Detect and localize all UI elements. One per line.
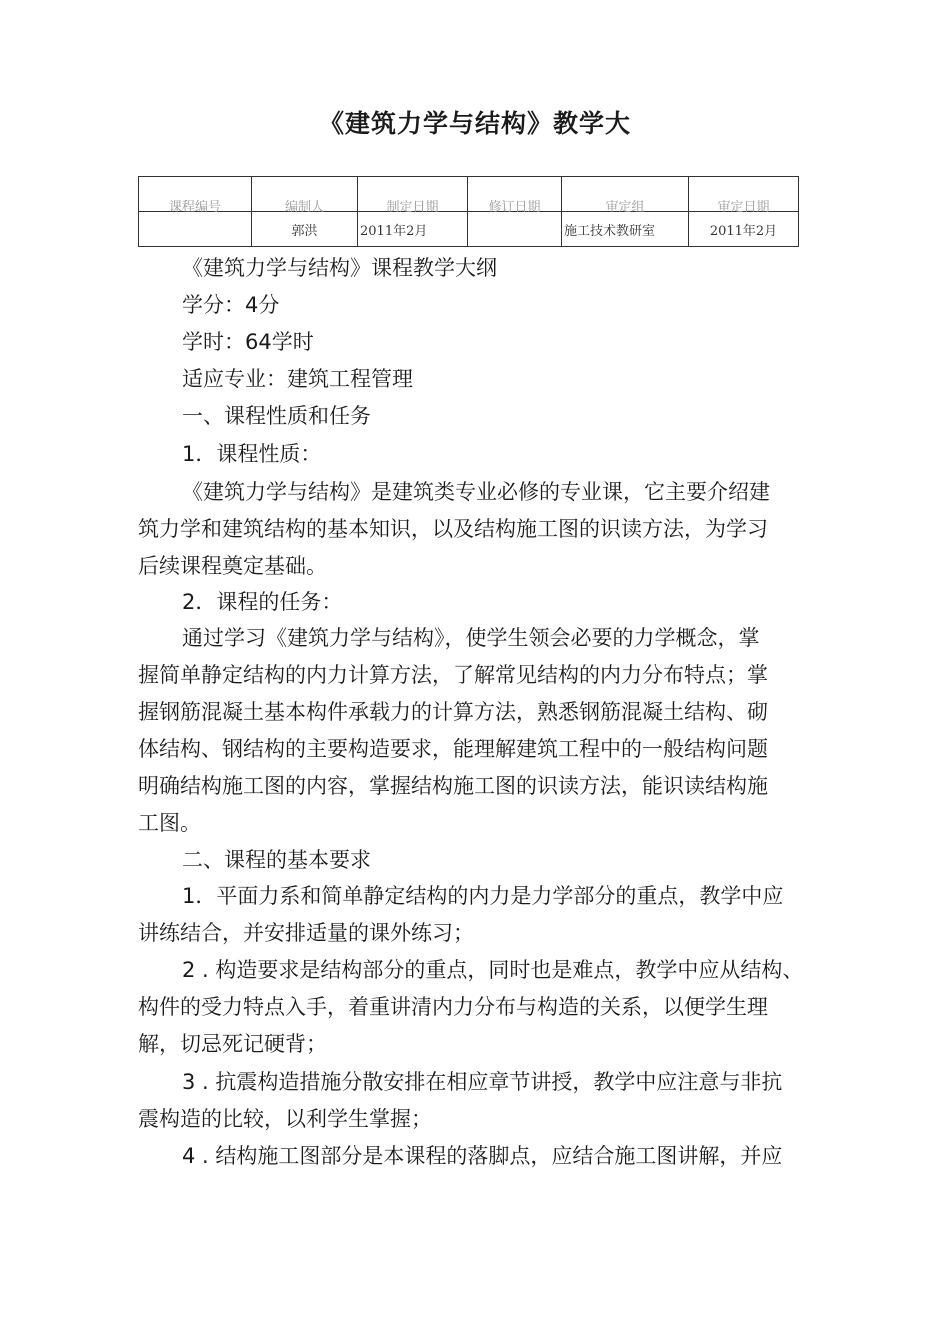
course-info-table	[138, 176, 799, 247]
credits: 学分：4分	[182, 293, 280, 317]
document-title: 《建筑力学与结构》教学大	[318, 109, 631, 138]
value-compiler: 郭洪	[252, 212, 358, 247]
value-revised-date	[468, 212, 562, 247]
paragraph-line: 4 . 结构施工图部分是本课程的落脚点，应结合施工图讲解，并应	[182, 1144, 783, 1168]
course-task-paragraph	[138, 620, 828, 842]
paragraph-line: 2 . 构造要求是结构部分的重点，同时也是难点，教学中应从结构、	[182, 958, 804, 982]
requirement-item-4	[138, 1138, 828, 1175]
requirement-item-1	[138, 878, 828, 952]
paragraph-line: 震构造的比较，以利学生掌握；	[138, 1107, 432, 1131]
header-course-code: 课程编号	[139, 177, 252, 212]
paragraph-line: 解，切忌死记硬背；	[138, 1032, 327, 1056]
header-review-group: 审定组	[562, 177, 689, 212]
course-nature-heading: 1．课程性质：	[182, 442, 322, 466]
paragraph-line: 讲练结合，并安排适量的课外练习；	[138, 921, 474, 945]
header-created-date: 制定日期	[358, 177, 468, 212]
header-review-date: 审定日期	[689, 177, 799, 212]
paragraph-line: 构件的受力特点入手，着重讲清内力分布与构造的关系，以便学生理	[138, 995, 768, 1019]
paragraph-line: 体结构、钢结构的主要构造要求，能理解建筑工程中的一般结构问题	[138, 737, 768, 761]
value-created-date: 2011年2月	[358, 212, 468, 247]
value-review-date: 2011年2月	[689, 212, 799, 247]
paragraph-line: 握钢筋混凝土基本构件承载力的计算方法，熟悉钢筋混凝土结构、砌	[138, 700, 768, 724]
paragraph-line: 通过学习《建筑力学与结构》，使学生领会必要的力学概念，掌	[182, 626, 760, 650]
paragraph-line: 3 . 抗震构造措施分散安排在相应章节讲授，教学中应注意与非抗	[182, 1070, 783, 1094]
applicable-major: 适应专业：建筑工程管理	[182, 367, 413, 391]
table-header-row	[139, 177, 799, 212]
course-task-heading: 2．课程的任务：	[182, 590, 343, 614]
requirement-item-2	[138, 952, 828, 1063]
paragraph-line: 筑力学和建筑结构的基本知识，以及结构施工图的识读方法，为学习	[138, 517, 768, 541]
section1-heading: 一、课程性质和任务	[182, 404, 371, 428]
paragraph-line: 明确结构施工图的内容，掌握结构施工图的识读方法，能识读结构施	[138, 774, 768, 798]
class-hours: 学时：64学时	[182, 330, 314, 354]
paragraph-line: 1．平面力系和简单静定结构的内力是力学部分的重点，教学中应	[182, 884, 784, 908]
requirement-item-3	[138, 1064, 828, 1138]
value-course-code	[139, 212, 252, 247]
paragraph-line: 握简单静定结构的内力计算方法，了解常见结构的内力分布特点；掌	[138, 663, 768, 687]
paragraph-line: 《建筑力学与结构》是建筑类专业必修的专业课，它主要介绍建	[182, 480, 770, 504]
header-compiler: 编制人	[252, 177, 358, 212]
value-review-group: 施工技术教研室	[562, 212, 689, 247]
section2-heading: 二、课程的基本要求	[182, 848, 371, 872]
header-revised-date: 修订日期	[468, 177, 562, 212]
paragraph-line: 后续课程奠定基础。	[138, 554, 327, 578]
table-value-row	[139, 212, 799, 247]
paragraph-line: 工图。	[138, 811, 201, 835]
outline-title: 《建筑力学与结构》课程教学大纲	[182, 256, 497, 280]
course-nature-paragraph	[138, 474, 828, 585]
